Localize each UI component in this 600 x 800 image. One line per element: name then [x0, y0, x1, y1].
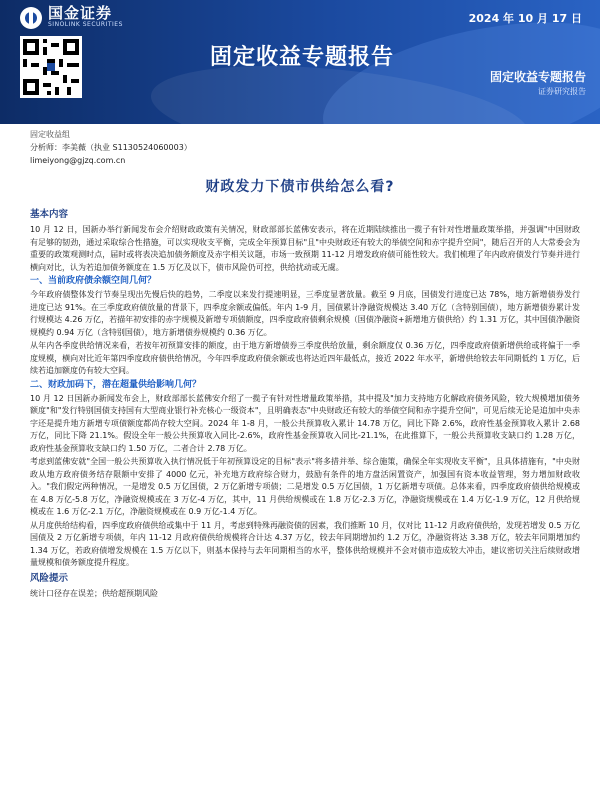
paragraph: 10 月 12 日国新办新闻发布会上，财政部部长蓝佛安介绍了一揽子有针对性增量政策举措，其中提及"加力支持地方化解政府债务风险，较大规模增加债务额度"和"发行特别国债支持国有大型商业银行补充核心一级资本"，且明确表态"中央财政还有较大的举债空间和赤字提升空间"，可见后续无论是追加中央赤字还是提升地方新增专项债额度都尚存较大空间。2024 年 1-8 月，一般公共预算收入累计 14.78 万亿，同比下降 2.6%，政府性基金预算收入累计 2.68 万亿，同比下降 21.1%。假设全年一般公共预算收入同比-2.6%，政府性基金预算收入同比-21.1%，在此推算下，一般公共预算收支缺口约 1.28 万亿，政府性基金预算收支缺口约 1.50 万亿，二者合计 2.78 万亿。 — [30, 393, 580, 453]
paragraph: 从月度供给结构看，四季度政府债供给或集中于 11 月，考虑到特殊再融资债的因素，我们推断 10 月，仅对比 11-12 月政府债供给，发现若增发 0.5 万亿国债及 2 万亿新增专项债，年内 11-12 月政府债供给规模将合计达 4.37 万亿，较去年同期增加约 1.2 万亿，净融资将达 3.38 万亿，较去年同期增加约 1.34 万亿，若政府债增发规模在 1.5 万亿以下，则基本保持与去年同期相当的水平，整体供给规模并不会对债市造成较大冲击，建议密切关注后续财政增量规模和债务额度提升程度。 — [30, 520, 580, 567]
paragraph: 考虑到蓝佛安就"全国一般公共预算收入执行情况低于年初预算设定的目标"表示"将多措并举、综合施策，确保全年实现收支平衡"，且具体措施有，"中央财政从地方政府债务结存限额中安排了 4000 亿元，补充地方政府综合财力，鼓励有条件的地方盘活闲置资产，加强国有资本收益管理，努力增加财政收入。"我们假定两种情况，一是增发 0.5 万亿国债，2 万亿新增专项债；二是增发 0.5 万亿国债，1 万亿新增专项债。总体来看，四季度政府债供给规模或在 4.8 万亿-5.8 万亿，净融资规模或在 3 万亿-4 万亿，其中，11 月供给规模或在 1.8 万亿-2.3 万亿，净融资规模或在 1.4 万亿-1.9 万亿，12 月供给规模或在 1.6 万亿-2.1 万亿，净融资规模或在 0.9 万亿-1.4 万亿。 — [30, 457, 580, 516]
report-body — [30, 206, 580, 600]
author-info — [30, 128, 192, 167]
section-heading-risk: 风险提示 — [30, 572, 69, 584]
subsection-heading-1: 一、当前政府债余额空间几何？ — [30, 276, 157, 286]
analyst-name: 分析师：李美薇（执业 S1130524060003） — [30, 143, 192, 152]
banner-subtitle: 固定收益专题报告 — [489, 70, 586, 84]
research-group: 固定收益组 — [30, 130, 70, 139]
report-title: 财政发力下债市供给怎么看? — [205, 179, 395, 195]
report-date: 2024 年 10 月 17 日 — [468, 12, 582, 25]
report-header — [0, 0, 600, 124]
banner-title: 固定收益专题报告 — [210, 45, 395, 70]
banner-caption: 证券研究报告 — [538, 87, 586, 96]
risk-text: 统计口径存在误差；供给超预期风险 — [30, 588, 158, 598]
paragraph: 从年内各季度供给情况来看，若按年初预算安排的额度，由于地方新增债券三季度供给放量，剩余额度仅 0.36 万亿，四季度政府债新增供给或将偏于一季度规模，横向对比近年第四季度政府债供给情况，今年四季度政府债余额或也将达近四年最低点，接近 2022 年水平，新增供给较去年同期低约 1 万亿，后续若追加额度仍有较大空间。 — [30, 341, 580, 375]
analyst-email: limeiyong@gjzq.com.cn — [30, 156, 126, 165]
company-logo — [20, 6, 123, 29]
subsection-heading-2: 二、财政加码下，潜在超量供给影响几何？ — [30, 379, 202, 390]
qr-code-icon — [20, 36, 82, 98]
logo-icon — [20, 7, 42, 29]
section-heading-basic: 基本内容 — [30, 209, 69, 220]
paragraph: 今年政府债整体发行节奏呈现出先慢后快的趋势，二季度以来发行提速明显，三季度显著放量。截至 9 月底，国债发行进度已达 78%，地方新增债券发行进度已达 91%。在三季度政府债放量的背景下，四季度余额或偏低。年内 1-9 月，国债累计净融资规模达 3.40 万亿（含特别国债），地方新增债券累计发行规模达 4.26 万亿，若描年初安排的赤字规模及新增专项债额度，四季度政府债剩余规模（国债净融资+新增地方债供给）约 1.31 万亿，其中国债净融资规模约 0.94 万亿（含特别国债），地方新增债券规模约 0.36 万亿。 — [30, 290, 580, 337]
logo-text-cn: 国金证券 — [48, 4, 113, 22]
paragraph: 10 月 12 日，国新办举行新闻发布会介绍财政政策有关情况，财政部部长蓝佛安表示，将在近期陆续推出一揽子有针对性增量政策举措，并强调"中国财政有足够的韧劲，通过采取综合性措施，可以实现收支平衡，完成全年预算目标"且"中央财政还有较大的举债空间和赤字提升空间"，随后召开的人大常委会为重要的政策观测时点，届时或将表决追加债务额度及赤字相关议题，市场一致预期 11-12 月增发政府债可能性较大。我们梳理了年内政府债发行节奏并进行横向对比，认为若追加债务额度在 1.5 万亿及以下，债市风险仍可控，供给扰动或无虞。 — [30, 225, 580, 272]
logo-text-en: SINOLINK SECURITIES — [48, 21, 123, 28]
